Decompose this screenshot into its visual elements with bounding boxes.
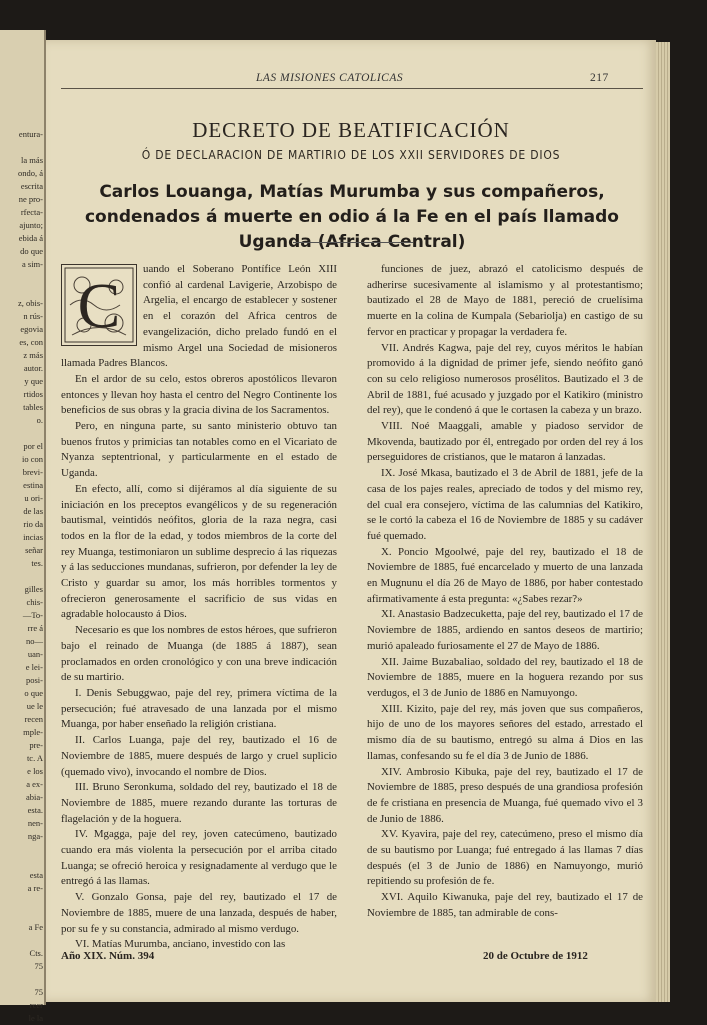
magazine-page	[46, 40, 656, 1002]
text-fragment: z, obis-	[17, 298, 43, 308]
paragraph: Necesario es que los nombres de estos héroes, que sufrieron bajo el reinado de Muanga (de 1885 á 1887), sean proclamados en orden cronológico y con una breve indicación de su martirio.	[61, 624, 337, 684]
article-subtitle: Ó DE DECLARACION DE MARTIRIO DE LOS XXII SERVIDORES DE DIOS	[141, 148, 561, 162]
text-fragment: estina	[23, 480, 43, 490]
paragraph: XIV. Ambrosio Kibuka, paje del rey, bautizado el 17 de Noviembre de 1885, preso después de una grandiosa profesión de fe cristiana en presencia de Muanga, fué quemado vivo el 3 de Junio de 1886.	[367, 765, 643, 825]
text-fragment: rre á	[27, 623, 43, 633]
paragraph: II. Carlos Luanga, paje del rey, bautizado el 16 de Noviembre de 1885, muere después de largo y cruel suplicio (quemado vivo), invocando el nombre de Dios.	[61, 734, 337, 778]
paragraph: IX. José Mkasa, bautizado el 3 de Abril de 1881, jefe de la casa de los pajes reales, apreciado de todos y del mismo rey, del cual era consejero, víctima de las calumnias del Katikiro, se le cortó la cabeza el 16 de Noviembre de 1885 y su cadáver fué quemado.	[367, 467, 643, 542]
dropcap-letter: C	[77, 270, 121, 341]
text-fragment: nga-	[27, 831, 43, 841]
text-fragment: o que	[24, 688, 43, 698]
text-fragment: rio da	[23, 519, 43, 529]
text-fragment: do que	[20, 246, 43, 256]
right-column	[367, 262, 643, 922]
text-fragment: Cts.	[29, 948, 43, 958]
text-fragment	[1, 895, 43, 908]
text-fragment: a ex-	[26, 779, 43, 789]
header-rule	[61, 88, 643, 89]
paragraph: XII. Jaime Buzabaliao, soldado del rey, bautizado el 18 de Noviembre de 1885, muere en la hoguera rezando por sus verdugos, el 3 de Junio de 1886 en Namuyongo.	[367, 655, 643, 699]
previous-page-text	[1, 128, 43, 1025]
text-fragment	[1, 427, 43, 440]
text-fragment: nen-	[27, 818, 43, 828]
text-fragment: esta	[29, 870, 43, 880]
page-number: 217	[590, 72, 609, 84]
text-fragment: gilles	[24, 584, 43, 594]
section-divider	[293, 242, 413, 243]
text-fragment: por el	[23, 441, 43, 451]
article-headline: Carlos Louanga, Matías Murumba y sus compañeros, condenados á muerte en odio á la Fe en el país llamado Uganda (Africa Central)	[84, 182, 619, 252]
text-fragment: recen	[24, 714, 43, 724]
text-fragment: de las	[23, 506, 43, 516]
text-fragment: ebida á	[18, 233, 43, 243]
text-fragment: no—	[26, 636, 43, 646]
text-fragment: z más	[23, 350, 43, 360]
text-fragment: entura-	[18, 129, 43, 139]
text-fragment: —To-	[22, 610, 43, 620]
text-fragment: tes.	[31, 558, 43, 568]
text-fragment: chis-	[26, 597, 43, 607]
paragraph: uando el Soberano Pontífice León XIII confió al cardenal Lavigerie, Arzobispo de Argelia, el encargo de establecer y sostener en el corazón del Africa centros de evangelización, dicho prelado fundó en el mismo Argel una Sociedad de misioneros llamada Padres Blancos.	[61, 263, 337, 370]
text-fragment: u ori-	[24, 493, 43, 503]
text-fragment: a re-	[27, 883, 43, 893]
text-fragment	[1, 843, 43, 856]
running-title: LAS MISIONES CATOLICAS	[256, 72, 404, 84]
paragraph: I. Denis Sebuggwao, paje del rey, primera víctima de la persecución; fué atravesado de una lanzada por el mismo Muanga, por haber enseñado la religión cristiana.	[61, 686, 337, 731]
text-fragment	[1, 908, 43, 921]
paragraph: VII. Andrés Kagwa, paje del rey, cuyos méritos le habían promovido á la dignidad de primer jefe, siendo neófito ganó con su celo religioso numerosos prosélitos. Bautizado el 3 de Abril de 1881, fué acusado y juzgado por el Katikiro (ministro del rey), que le condenó á que le cortasen la cabeza y un brazo.	[367, 341, 643, 417]
text-fragment: ajunto;	[19, 220, 43, 230]
ornamental-dropcap-icon	[61, 264, 137, 346]
text-fragment: a Fe	[28, 922, 43, 932]
text-fragment: e lei-	[25, 662, 43, 672]
paragraph: IV. Mgagga, paje del rey, joven catecúmeno, bautizado cuando era más violenta la persecución por el arriba citado Luanga; se ofreció heroica y resignadamente al verdugo que le entregó á las llamas.	[61, 828, 337, 888]
text-fragment: rtidos	[23, 389, 43, 399]
paragraph: funciones de juez, abrazó el catolicismo después de adherirse sucesivamente al islamismo y al protestantismo; bautizado el 28 de Mayo de 1881, pereció de cruelísima muerte en la colina de Kumpala (Sebariolja) en castigo de su fervor en practicar y propagar la verdadera fe.	[367, 263, 643, 338]
text-fragment: e los	[27, 766, 43, 776]
paragraph: XI. Anastasio Badzecuketta, paje del rey, bautizado el 17 de Noviembre de 1885, ardiendo en santos deseos de martirio; murió apaleado furiosamente el 27 de Mayo de 1886.	[367, 608, 643, 652]
text-fragment: rcer	[29, 1000, 43, 1010]
issue-number: Año XIX. Núm. 394	[61, 950, 155, 962]
previous-page-edge	[0, 30, 46, 1023]
text-fragment: io con	[21, 454, 43, 464]
paragraph: XVI. Aquilo Kiwanuka, paje del rey, bautizado el 17 de Noviembre de 1885, tan admirable de cons-	[367, 891, 643, 919]
text-fragment: tc. A	[26, 753, 43, 763]
text-fragment: a sim-	[21, 259, 43, 269]
text-fragment: posi-	[26, 675, 43, 685]
text-fragment: incias	[23, 532, 43, 542]
text-fragment	[1, 271, 43, 284]
paragraph: VI. Matías Murumba, anciano, investido con las	[75, 938, 286, 951]
paragraph: XIII. Kizito, paje del rey, más joven que sus compañeros, hijo de uno de los mayores señores del estado, arrestado el mismo día de su bautismo, entregó su alma á Dios en las llamas, confesando su fe el día 3 de Junio de 1886.	[367, 702, 643, 762]
paragraph: III. Bruno Seronkuma, soldado del rey, bautizado el 18 de Noviembre de 1885, muere rezando durante las torturas de flagelación y de la hoguera.	[61, 781, 337, 825]
page-stack-edge	[656, 42, 670, 1002]
paragraph: X. Poncio Mgoolwé, paje del rey, bautizado el 18 de Noviembre de 1885, fué encarcelado y muerto de una lanzada en Mugnunu el día 26 de Mayo de 1886, por haber contestado afirmativamente á esta pregunta: «¿Sabes rezar?»	[367, 545, 643, 605]
text-fragment: la más	[21, 155, 43, 165]
text-fragment: rfecta-	[20, 207, 43, 217]
text-fragment	[1, 141, 43, 154]
text-fragment	[1, 570, 43, 583]
text-fragment: ne pro-	[18, 194, 43, 204]
text-fragment: uan-	[27, 649, 43, 659]
text-fragment	[1, 973, 43, 986]
text-fragment: escrita	[20, 181, 43, 191]
text-fragment: esta.	[27, 805, 43, 815]
text-fragment: le la	[28, 1013, 43, 1023]
paragraph: Pero, en ninguna parte, su santo ministerio obtuvo tan buenos frutos y primicias tan notables como en el Vicariato de Nyanza septentrional, y particularmente en el estado de Uganda.	[61, 420, 337, 480]
paragraph: XV. Kyavira, paje del rey, catecúmeno, preso el mismo día de su bautismo por Luanga; fué entregado á las llamas 7 días después (el 3 de Junio de 1886) en Namuyongo, murió repitiendo su profesión de fe.	[367, 828, 643, 888]
issue-date: 20 de Octubre de 1912	[483, 950, 588, 962]
paragraph: VIII. Noé Maaggali, amable y piadoso servidor de Mkovenda, bautizado por él, entregado por orden del rey á los perseguidores de cristianos, que le mataron á lanzadas.	[367, 420, 643, 464]
text-fragment: pre-	[29, 740, 43, 750]
text-fragment: señar	[25, 545, 43, 555]
text-fragment: ue le	[26, 701, 43, 711]
text-fragment: y que	[24, 376, 43, 386]
paragraph: En efecto, allí, como si dijéramos al día siguiente de su iniciación en los preceptos evangélicos y de su regeneración bautismal, veintidós neófitos, gloria de la raza negra, casi todos en la flor de la edad, y todos miembros de la corte del rey Muanga, testimoniaron un sublime desprecio á las riquezas y á las seducciones mundanas, sufrieron, por defender la ley de Cristo y guardar su amor, los más horribles tormentos y ofrecieron generosamente el sacrificio de sus vidas en agradable holocausto á Dios.	[61, 482, 337, 621]
text-fragment	[1, 284, 43, 297]
left-column	[61, 262, 337, 953]
article-title: DECRETO DE BEATIFICACIÓN	[192, 118, 510, 142]
text-fragment: autor.	[23, 363, 43, 373]
text-fragment: mple-	[23, 727, 43, 737]
paragraph: En el ardor de su celo, estos obreros apostólicos llevaron entonces y llevan hoy hasta el centro del Negro Continente los beneficios de sus obras y la gracia divina de los Sacramentos.	[61, 372, 337, 417]
text-fragment	[1, 856, 43, 869]
text-fragment: o.	[36, 415, 43, 425]
text-fragment: 75	[34, 961, 43, 971]
text-fragment: ondo, á	[17, 168, 43, 178]
text-fragment: brevi-	[22, 467, 43, 477]
text-fragment: abia-	[26, 792, 43, 802]
text-fragment: egovia	[20, 324, 43, 334]
text-fragment	[1, 934, 43, 947]
text-fragment: tables	[23, 402, 43, 412]
text-fragment: n rús-	[23, 311, 43, 321]
text-fragment: es, con	[19, 337, 43, 347]
paragraph: V. Gonzalo Gonsa, paje del rey, bautizado el 17 de Noviembre de 1885, muere de una lanzada, después de haber, por su fe y su constancia, admirado al mismo verdugo.	[61, 891, 337, 935]
text-fragment: 75	[34, 987, 43, 997]
